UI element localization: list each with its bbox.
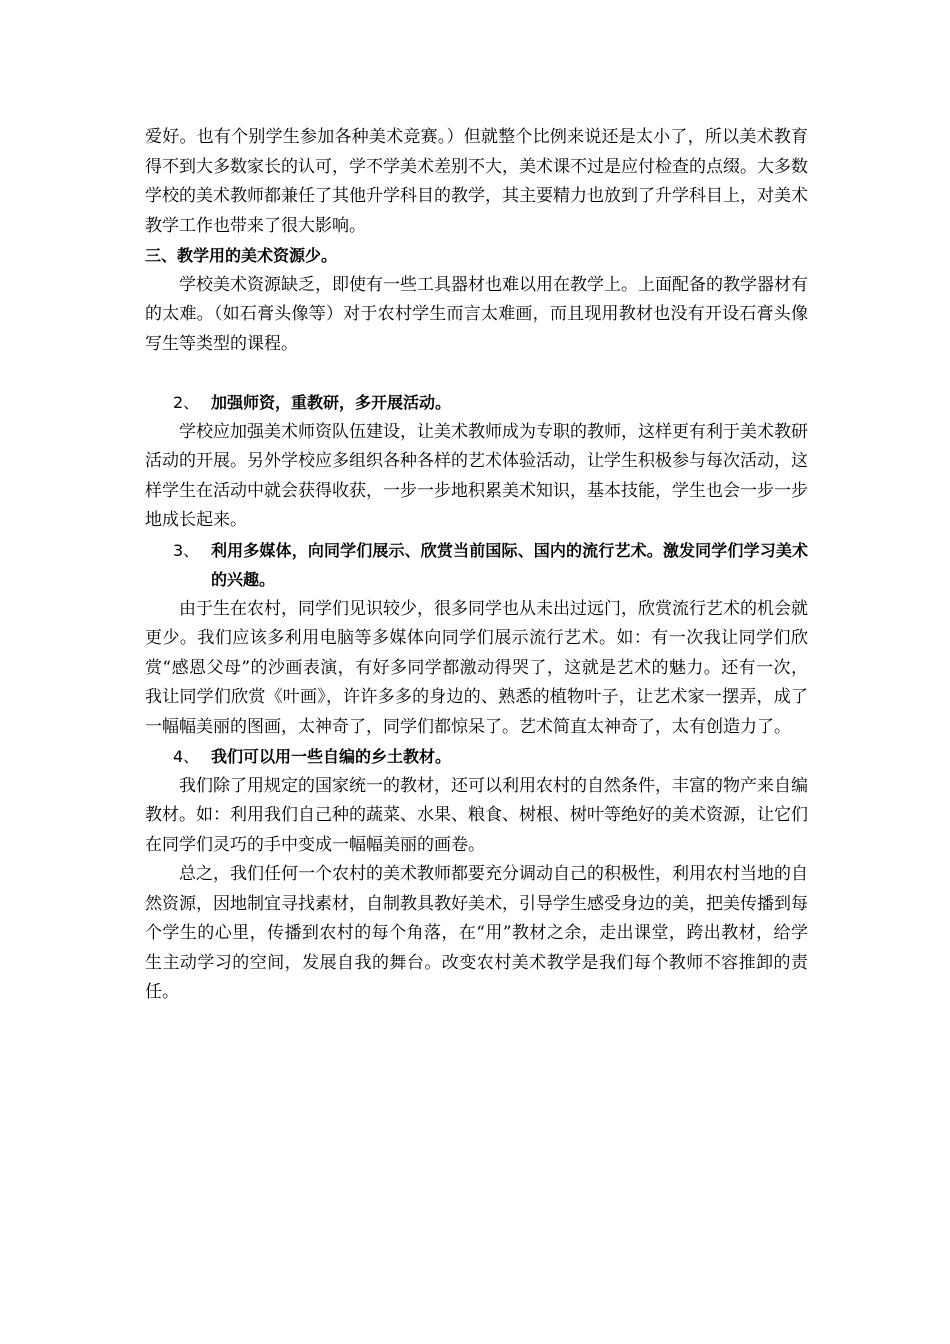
item-title: 加强师资，重教研，多开展活动。	[211, 393, 452, 412]
numbered-heading-4	[145, 742, 808, 772]
item-2-paragraph: 学校应加强美术师资队伍建设，让美术教师成为专职的教师，这样更有利于美术教研活动的开展。另外学校应多组织各种各样的艺术体验活动，让学生积极参与每次活动，这样学生在活动中就会获得收获，一步一步地积累美术知识，基本技能，学生也会一步一步地成长起来。	[145, 421, 808, 530]
item-number: 3、	[173, 540, 200, 560]
section-heading-3: 三、教学用的美术资源少。	[145, 246, 338, 265]
numbered-heading-3	[145, 536, 808, 595]
item-4-paragraph: 我们除了用规定的国家统一的教材，还可以利用农村的自然条件，丰富的物产来自编教材。如：利用我们自己种的蔬菜、水果、粮食、树根、树叶等绝好的美术资源，让它们在同学们灵巧的手中变成一幅幅美丽的画卷。	[145, 775, 808, 855]
section-3-paragraph: 学校美术资源缺乏，即使有一些工具器材也难以用在教学上。上面配备的教学器材有的太难。（如石膏头像等）对于农村学生而言太难画，而且现用教材也没有开设石膏头像写生等类型的课程。	[145, 274, 808, 354]
item-title: 利用多媒体，向同学们展示、欣赏当前国际、国内的流行艺术。激发同学们学习美术的兴趣。	[211, 540, 808, 589]
document-body	[145, 123, 808, 1008]
intro-paragraph: 爱好。也有个别学生参加各种美术竞赛。）但就整个比例来说还是太小了，所以美术教育得不到大多数家长的认可，学不学美术差别不大，美术课不过是应付检查的点缀。大多数学校的美术教师都兼任了其他升学科目的教学，其主要精力也放到了升学科目上，对美术教学工作也带来了很大影响。	[145, 127, 808, 236]
item-number: 2、	[173, 393, 200, 412]
summary-paragraph: 总之，我们任何一个农村的美术教师都要充分调动自己的积极性，利用农村当地的自然资源，因地制宜寻找素材，自制教具教好美术，引导学生感受身边的美，把美传播到每个学生的心里，传播到农村的每个角落，在“用”教材之余，走出课堂，跨出教材，给学生主动学习的空间，发展自我的舞台。改变农村美术教学是我们每个教师不容推卸的责任。	[145, 864, 808, 1002]
item-number: 4、	[173, 747, 200, 766]
item-title: 我们可以用一些自编的乡土教材。	[211, 747, 452, 766]
numbered-heading-2	[145, 388, 808, 418]
item-3-paragraph: 由于生在农村，同学们见识较少，很多同学也从未出过远门，欣赏流行艺术的机会就更少。我们应该多利用电脑等多媒体向同学们展示流行艺术。如：有一次我让同学们欣赏“感恩父母”的沙画表演，有好多同学都激动得哭了，这就是艺术的魅力。还有一次，我让同学们欣赏《叶画》，许许多多的身边的、熟悉的植物叶子，让艺术家一摆弄，成了一幅幅美丽的图画，太神奇了，同学们都惊呆了。艺术简直太神奇了，太有创造力了。	[145, 598, 808, 737]
blank-line	[145, 359, 808, 388]
